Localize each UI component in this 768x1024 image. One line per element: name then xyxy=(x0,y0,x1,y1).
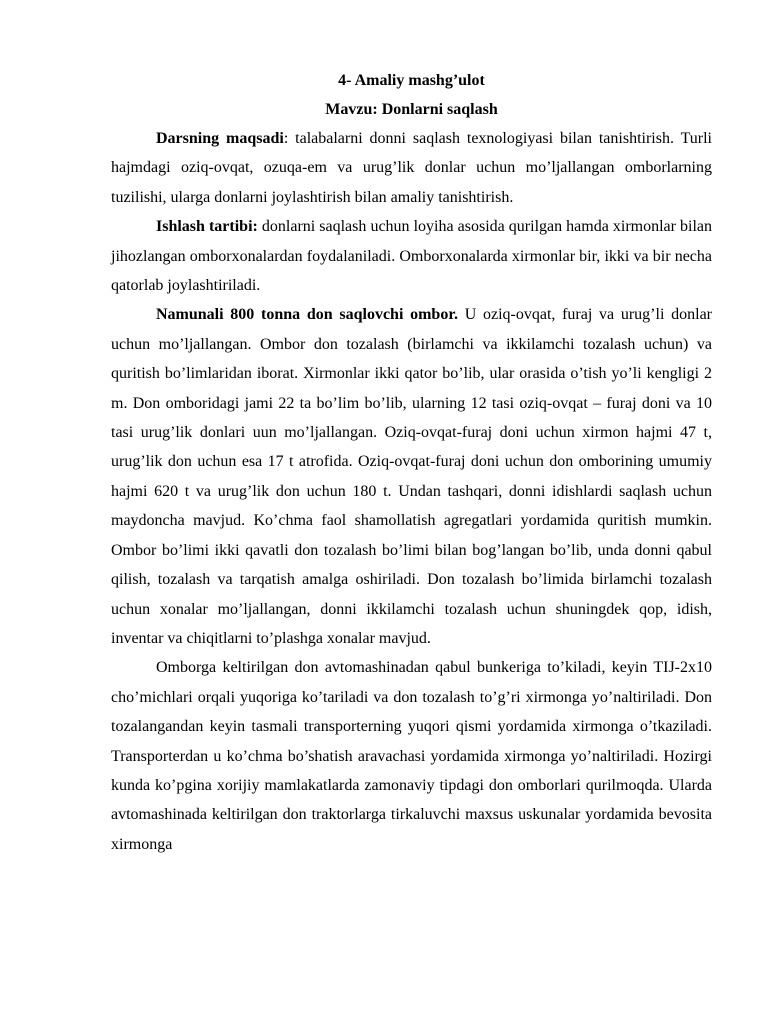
paragraph-sample-warehouse xyxy=(111,300,712,653)
paragraph-goal xyxy=(111,124,712,212)
page-subheading: Mavzu: Donlarni saqlash xyxy=(325,101,498,118)
paragraph-text: : talabalarni donni saqlash texnologiyasi bilan tanishtirish. Turli hajmdagi oziq-ovqat, ozuqa-em va urug’lik donlar uchun mo’ljallangan omborlarning tuzilishi, ularga donlarni joylashtirish bilan amaliy tanishtirish. xyxy=(111,130,712,206)
paragraph-text: U oziq-ovqat, furaj va urug’li donlar uchun mo’ljallangan. Ombor don tozalash (birlamchi va ikkilamchi tozalash uchun) va quritish bo’limlaridan iborat. Xirmonlar ikki qator bo’lib, ular orasida o’tish yo’li kengligi 2 m. Don omboridagi jami 22 ta bo’lim bo’lib, ularning 12 tasi oziq-ovqat – furaj doni va 10 tasi urug’lik donlari uun mo’ljallangan. Oziq-ovqat-furaj doni uchun xirmon hajmi 47 t, urug’lik don uchun esa 17 t atrofida. Oziq-ovqat-furaj doni uchun don omborining umumiy hajmi 620 t va urug’lik don uchun 180 t. Undan tashqari, donni idishlardi saqlash uchun maydoncha mavjud. Ko’chma faol shamollatish agregatlari yordamida quritish mumkin. Ombor bo’limi ikki qavatli don tozalash bo’limi bilan bog’langan bo’lib, unda donni qabul qilish, tozalash va tarqatish amalga oshiriladi. Don tozalash bo’limida birlamchi tozalash uchun xonalar mo’ljallangan, donni ikkilamchi tozalash uchun shuningdek qop, idish, inventar va chiqitlarni to’plashga xonalar mavjud. xyxy=(111,306,712,647)
paragraph-text: Omborga keltirilgan don avtomashinadan qabul bunkeriga to’kiladi, keyin TIJ-2x10 cho’michlari orqali yuqoriga ko’tariladi va don tozalash to’g’ri xirmonga yo’naltiriladi. Don tozalangandan keyin tasmali transporterning yuqori qismi yordamida xirmonga o’tkaziladi. Transporterdan u ko’chma bo’shatish aravachasi yordamida xirmonga yo’naltiriladi. Hozirgi kunda ko’pgina xorijiy mamlakatlarda zamonaviy tipdagi don omborlari qurilmoqda. Ularda avtomashinada keltirilgan don traktorlarga tirkaluvchi maxsus uskunalar yordamida bevosita xirmonga xyxy=(111,659,712,853)
paragraph-grain-flow xyxy=(111,653,712,859)
paragraph-lead: Ishlash tartibi: xyxy=(156,218,258,236)
paragraph-procedure xyxy=(111,212,712,300)
page-heading: 4- Amaliy mashg’ulot xyxy=(338,72,485,89)
paragraph-text: donlarni saqlash uchun loyiha asosida qurilgan hamda xirmonlar bilan jihozlangan omborxonalardan foydalaniladi. Omborxonalarda xirmonlar bir, ikki va bir necha qatorlab joylashtiriladi. xyxy=(111,218,713,295)
paragraph-lead: Darsning maqsadi xyxy=(156,130,284,147)
document-body xyxy=(111,66,712,859)
paragraph-lead: Namunali 800 tonna don saqlovchi ombor. xyxy=(156,306,458,324)
